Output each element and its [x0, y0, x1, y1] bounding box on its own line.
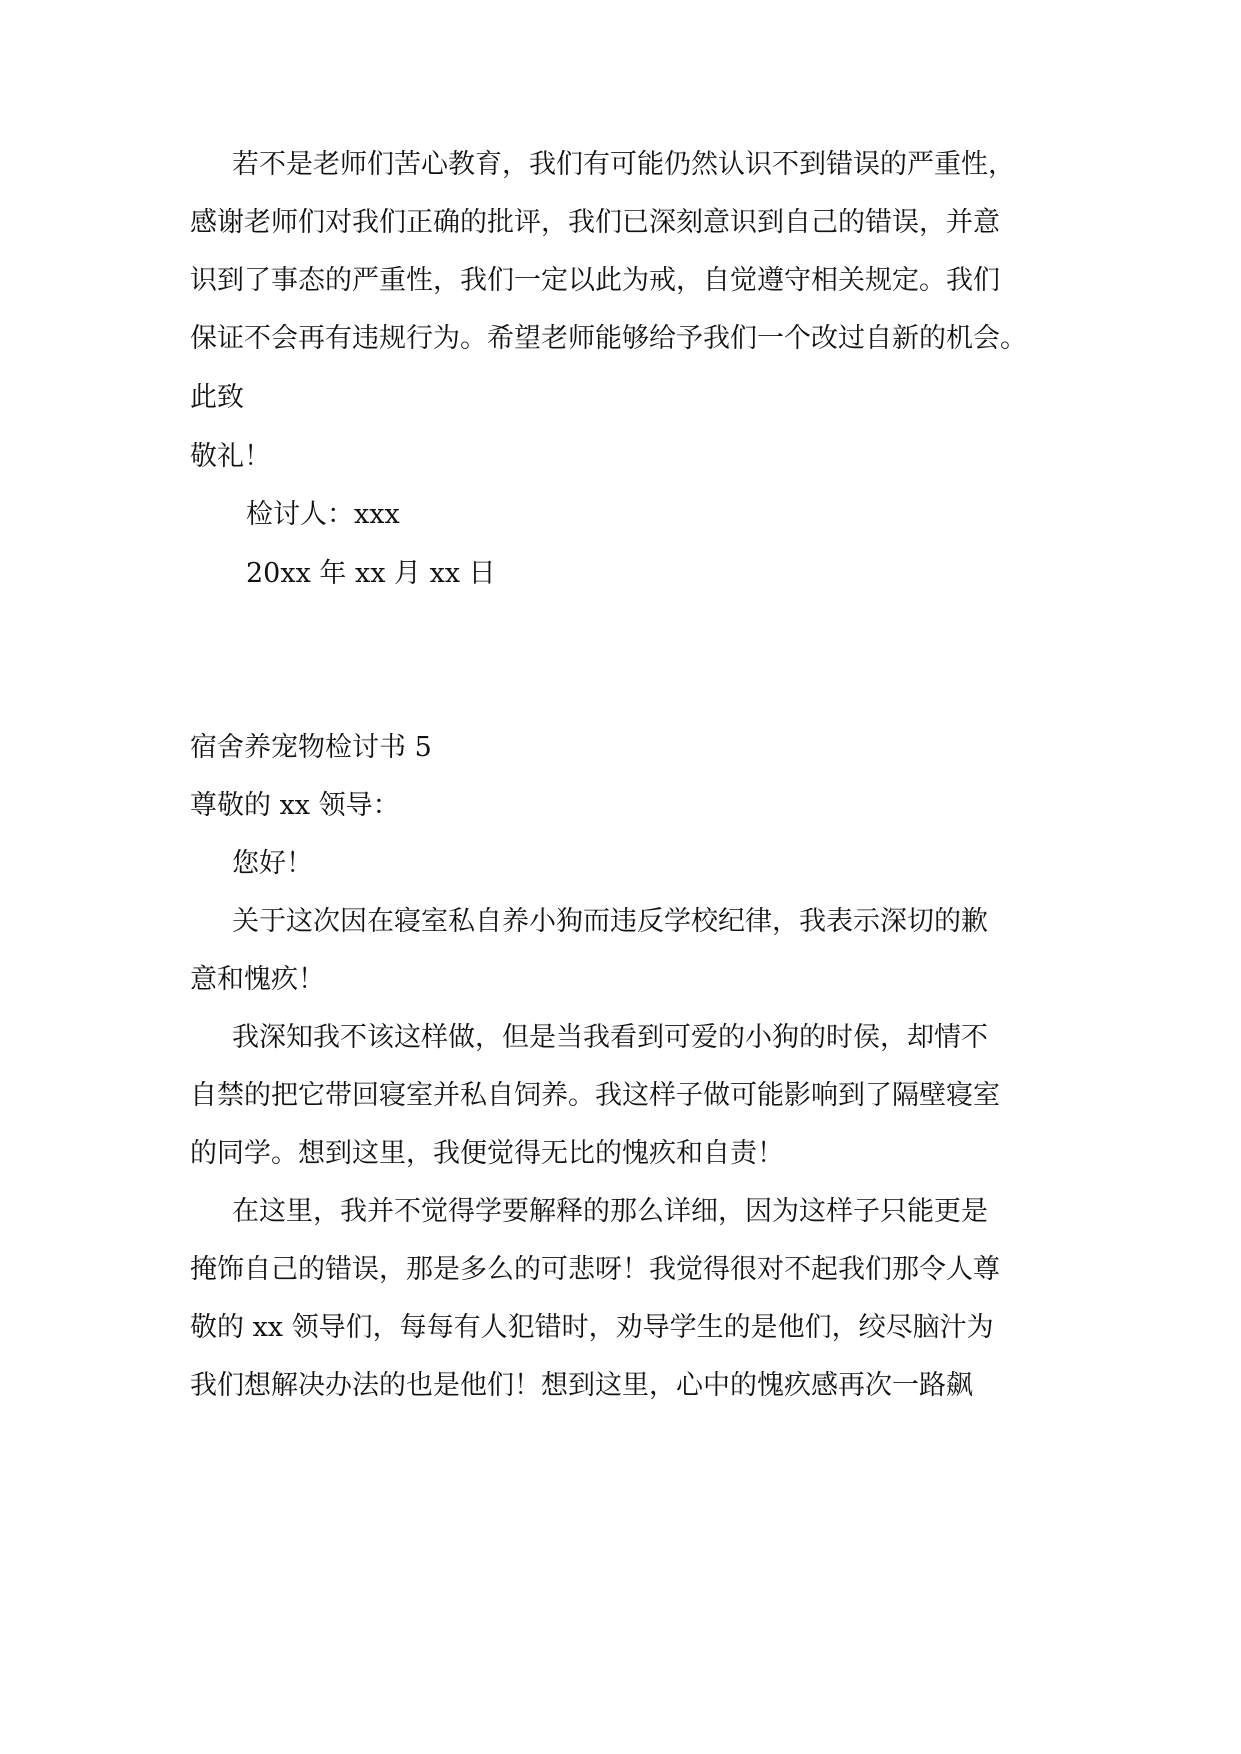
- greeting: 您好！: [232, 848, 313, 879]
- section-title: 宿舍养宠物检讨书 5: [190, 732, 432, 763]
- paragraph-line: 保证不会再有违规行为。希望老师能够给予我们一个改过自新的机会。: [190, 323, 1027, 354]
- date-line: 20xx 年 xx 月 xx 日: [246, 558, 496, 589]
- signer-line: 检讨人：xxx: [246, 499, 400, 530]
- paragraph-line: 意和愧疚！: [190, 964, 325, 995]
- closing-line: 此致: [190, 382, 244, 413]
- paragraph-line: 敬的 xx 领导们，每每有人犯错时，劝导学生的是他们，绞尽脑汁为: [190, 1312, 994, 1343]
- paragraph-line: 识到了事态的严重性，我们一定以此为戒，自觉遵守相关规定。我们: [190, 265, 1000, 296]
- closing-line: 敬礼！: [190, 441, 271, 472]
- paragraph-line: 感谢老师们对我们正确的批评，我们已深刻意识到自己的错误，并意: [190, 207, 1000, 238]
- salutation: 尊敬的 xx 领导：: [190, 790, 400, 821]
- paragraph-line: 若不是老师们苦心教育，我们有可能仍然认识不到错误的严重性，: [232, 149, 1015, 180]
- paragraph-line: 在这里，我并不觉得学要解释的那么详细，因为这样子只能更是: [232, 1196, 988, 1227]
- paragraph-line: 我们想解决办法的也是他们！想到这里，心中的愧疚感再次一路飙: [190, 1370, 973, 1401]
- paragraph-line: 的同学。想到这里，我便觉得无比的愧疚和自责！: [190, 1138, 784, 1169]
- paragraph-line: 自禁的把它带回寝室并私自饲养。我这样子做可能影响到了隔壁寝室: [190, 1080, 1000, 1111]
- paragraph-line: 关于这次因在寝室私自养小狗而违反学校纪律，我表示深切的歉: [232, 906, 988, 937]
- paragraph-line: 我深知我不该这样做，但是当我看到可爱的小狗的时侯，却情不: [232, 1022, 988, 1053]
- paragraph-line: 掩饰自己的错误，那是多么的可悲呀！我觉得很对不起我们那令人尊: [190, 1254, 1000, 1285]
